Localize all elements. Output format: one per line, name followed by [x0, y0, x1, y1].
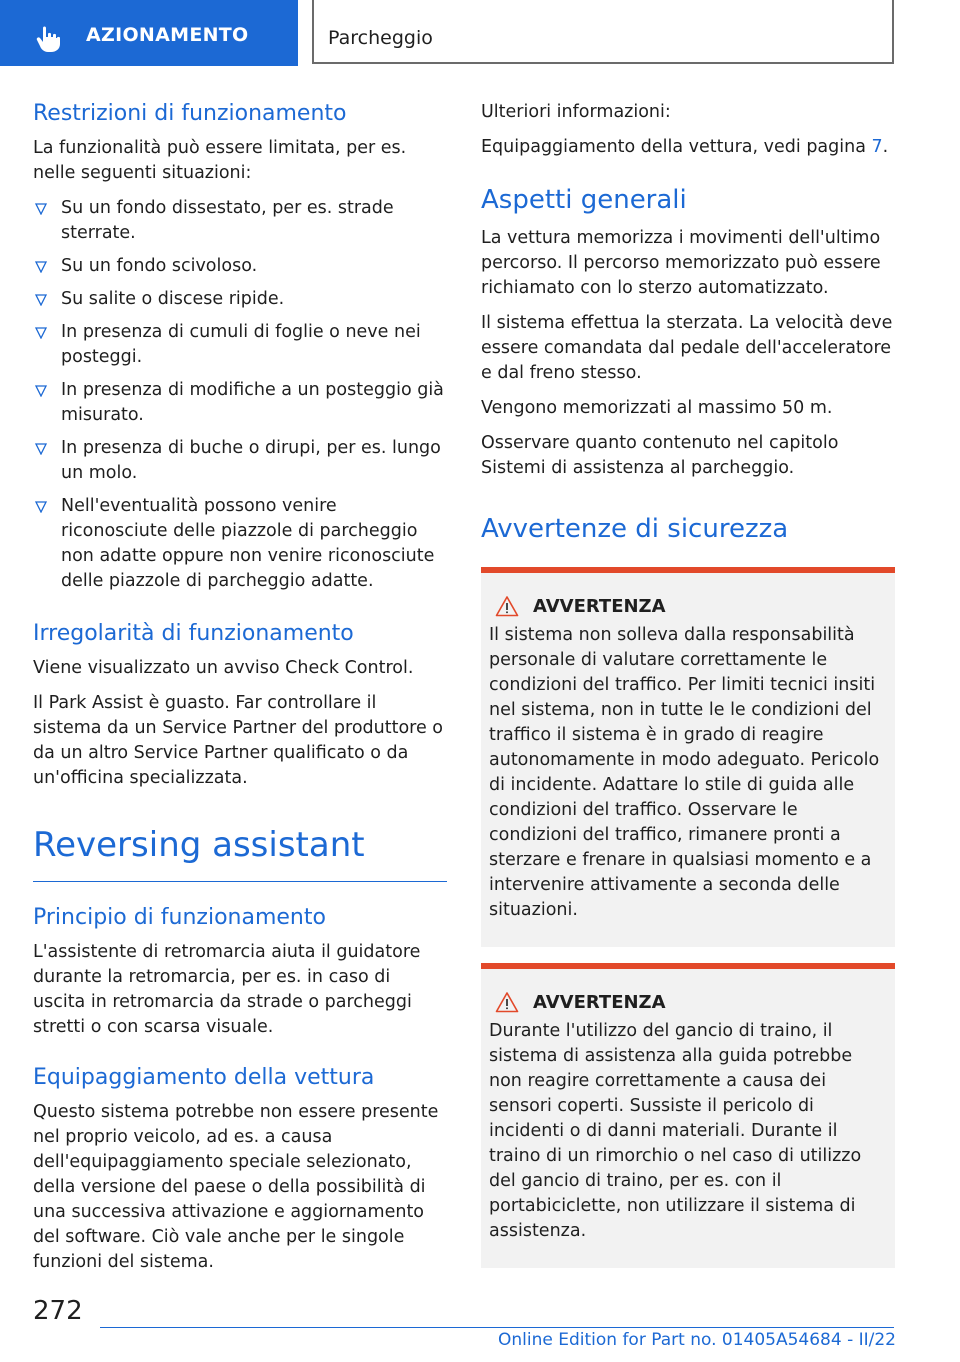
general-paragraph-1: La vettura memorizza i movimenti dell'ultimo percorso. Il percorso memorizzato può essere richiamato con lo sterzo automatizzato. — [481, 228, 881, 298]
section-label: AZIONAMENTO — [86, 24, 249, 46]
list-item: In presenza di modifiche a un posteggio già misurato. — [33, 378, 447, 428]
equipment-heading: Equipaggiamento della vettura — [33, 1065, 375, 1090]
chapter-box — [312, 0, 894, 64]
left-column — [33, 100, 447, 1285]
warning-triangle-icon — [495, 595, 519, 617]
warning-triangle-icon — [495, 991, 519, 1013]
malfunction-paragraph-1: Viene visualizzato un avviso Check Control. — [33, 658, 414, 678]
general-paragraph-2: Il sistema effettua la sterzata. La velocità deve essere comandata dal pedale dell'acceleratore e dal freno stesso. — [481, 313, 893, 383]
list-item: Su un fondo dissestato, per es. strade sterrate. — [33, 196, 447, 246]
triangle-bullet-icon — [35, 261, 47, 273]
edition-label: Online Edition for Part no. 01405A54684 - II/22 — [497, 1330, 896, 1350]
hand-pointer-icon — [34, 24, 64, 54]
triangle-bullet-icon — [35, 501, 47, 513]
chapter-title: Reversing assistant — [33, 823, 447, 882]
page-link[interactable]: 7 — [871, 137, 883, 157]
safety-heading: Avvertenze di sicurezza — [481, 514, 789, 544]
warning-title: AVVERTENZA — [495, 595, 885, 617]
list-item: Su salite o discese ripide. — [33, 287, 447, 312]
principle-heading: Principio di funzionamento — [33, 905, 326, 930]
triangle-bullet-icon — [35, 327, 47, 339]
equipment-reference: Equipaggiamento della vettura, vedi pagina 7. — [481, 137, 889, 157]
list-item: Nell'eventualità possono venire riconosciute delle piazzole di parcheggio non adatte oppure non venire riconosciute delle piazzole di parcheggio adatte. — [33, 494, 447, 594]
page-number: 272 — [33, 1296, 83, 1326]
section-tab — [0, 0, 298, 66]
chapter-label: Parcheggio — [328, 27, 433, 49]
warning-box — [481, 963, 895, 1268]
warning-title: AVVERTENZA — [495, 991, 885, 1013]
triangle-bullet-icon — [35, 443, 47, 455]
general-heading: Aspetti generali — [481, 185, 687, 215]
list-item: Su un fondo scivoloso. — [33, 254, 447, 279]
warning-text: Durante l'utilizzo del gancio di traino, il sistema di assistenza alla guida potrebbe non reagire correttamente a causa dei sensori coperti. Sussiste il pericolo di incidenti o di danni materiali. Durante il traino di un rimorchio o nel caso di utilizzo del gancio di traino, per es. con il portabiciclette, non utilizzare il sistema di assistenza. — [489, 1021, 862, 1241]
malfunction-paragraph-2: Il Park Assist è guasto. Far controllare il sistema da un Service Partner del produttore o da un altro Service Partner qualificato o da un'officina specializzata. — [33, 693, 444, 788]
triangle-bullet-icon — [35, 385, 47, 397]
restrictions-intro: La funzionalità può essere limitata, per es. nelle seguenti situazioni: — [33, 138, 407, 183]
footer-divider — [100, 1327, 894, 1328]
equipment-paragraph: Questo sistema potrebbe non essere presente nel proprio veicolo, ad es. a causa dell'equipaggiamento speciale selezionato, della versione del paese o della possibilità di una successiva attivazione e aggiornamento del software. Ciò vale anche per le singole funzioni del sistema. — [33, 1102, 439, 1272]
list-item: In presenza di buche o dirupi, per es. lungo un molo. — [33, 436, 447, 486]
more-info-label: Ulteriori informazioni: — [481, 102, 671, 122]
principle-paragraph: L'assistente di retromarcia aiuta il guidatore durante la retromarcia, per es. in caso di uscita in retromarcia da strade o parcheggi stretti o con scarsa visuale. — [33, 942, 421, 1037]
malfunction-heading: Irregolarità di funzionamento — [33, 621, 354, 646]
warning-box — [481, 567, 895, 947]
triangle-bullet-icon — [35, 203, 47, 215]
restrictions-heading: Restrizioni di funzionamento — [33, 101, 347, 126]
restrictions-list — [33, 196, 447, 594]
page-header — [0, 0, 960, 66]
triangle-bullet-icon — [35, 294, 47, 306]
general-paragraph-3: Vengono memorizzati al massimo 50 m. — [481, 398, 833, 418]
list-item: In presenza di cumuli di foglie o neve nei posteggi. — [33, 320, 447, 370]
right-column — [481, 100, 895, 1284]
general-paragraph-4: Osservare quanto contenuto nel capitolo Sistemi di assistenza al parcheggio. — [481, 433, 839, 478]
warning-text: Il sistema non solleva dalla responsabilità personale di valutare correttamente le condizioni del traffico. Per limiti tecnici insiti nel sistema, non in tutte le le condizioni del traffico il sistema è in grado di reagire autonomamente in modo adeguato. Pericolo di incidente. Adattare lo stile di guida alle condizioni del traffico. Osservare le condizioni del traffico, rimanere pronti a sterzare e frenare in qualsiasi momento e a intervenire attivamente a seconda delle situazioni. — [489, 625, 880, 920]
